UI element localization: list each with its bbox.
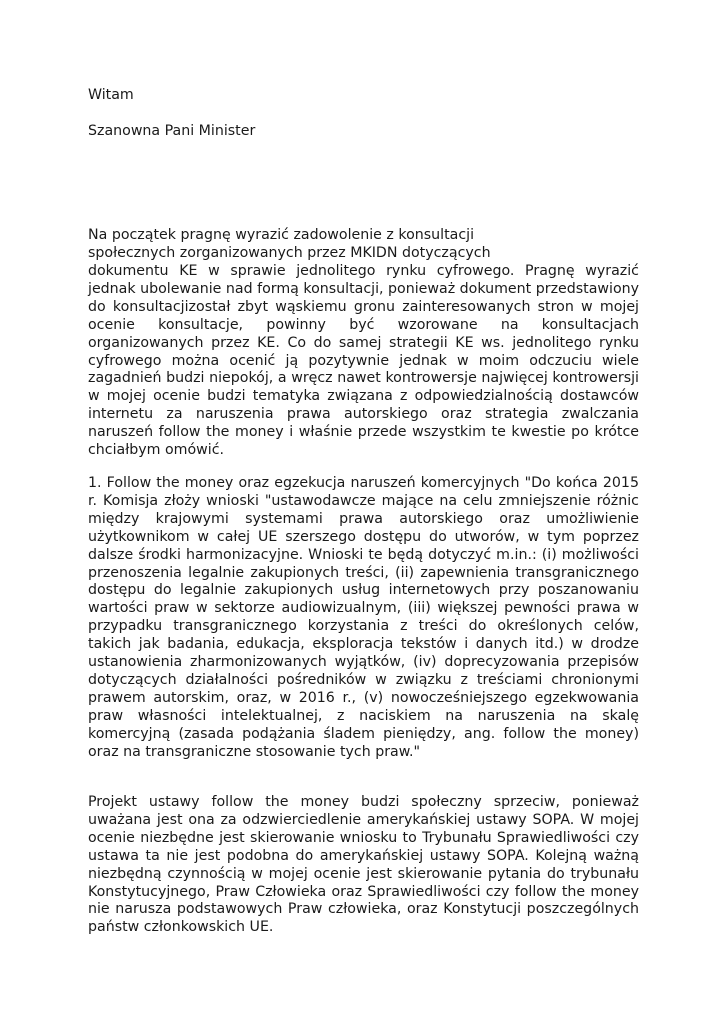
greeting: Witam xyxy=(88,87,134,103)
intro-heading-text: Na początek pragnę wyrazić zadowolenie z konsultacji społecznych zorganizowanych przez MKIDN dotyczących xyxy=(88,227,491,261)
paragraph-follow-the-money: 1. Follow the money oraz egzekucja naruszeń komercyjnych "Do końca 2015 r. Komisja złoży wnioski "ustawodawcze mające na celu zmniejszenie różnic między krajowymi systemami prawa autorskiego oraz umożliwienie użytkownikom w całej UE szerszego dostępu do utworów, w tym poprzez dalsze środki harmonizacyjne. Wnioski te będą dotyczyć m.in.: (i) możliwości przenoszenia legalnie zakupionych treści, (ii) zapewnienia transgranicznego dostępu do legalnie zakupionych usług internetowych przy poszanowaniu wartości praw w sektorze audiowizualnym, (iii) większej pewności prawa w przypadku transgranicznego korzystania z treści do określonych celów, takich jak badania, edukacja, eksploracja tekstów i danych itd.) w drodze ustanowienia zharmonizowanych wyjątków, (iv) doprecyzowania przepisów dotyczących działalności pośredników w związku z treściami chronionymi prawem autorskim, oraz, w 2016 r., (v) nowocześniejszego egzekwowania praw własności intelektualnej, z naciskiem na naruszenia na skalę komercyjną (zasada podążania śladem pieniędzy, ang. follow the money) oraz na transgraniczne stosowanie tych praw." xyxy=(88,475,639,760)
paragraph-intro: dokumentu KE w sprawie jednolitego rynku cyfrowego. Pragnę wyrazić jednak ubolewanie nad formą konsultacji, ponieważ dokument przedstawiony do konsultacjizostał zbyt wąskiemu gronu zainteresowanych stron w mojej ocenie konsultacje, powinny być wzorowane na konsultacjach organizowanych przez KE. Co do samej strategii KE ws. jednolitego rynku cyfrowego można ocenić ją pozytywnie jednak w moim odczuciu wiele zagadnień budzi niepokój, a wręcz nawet kontrowersje najwięcej kontrowersji w mojej ocenie budzi tematyka związana z odpowiedzialnością dostawców internetu za naruszenia prawa autorskiego oraz strategia zwalczania naruszeń follow the money i właśnie przede wszystkim te kwestie po krótce chciałbym omówić. xyxy=(88,263,640,459)
salutation: Szanowna Pani Minister xyxy=(88,123,256,139)
paragraph-sopa: Projekt ustawy follow the money budzi społeczny sprzeciw, ponieważ uważana jest ona za odzwierciedlenie amerykańskiej ustawy SOPA. W mojej ocenie niezbędne jest skierowanie wniosku to Trybunału Sprawiedliwości czy ustawa ta nie jest podobna do amerykańskiej ustawy SOPA. Kolejną ważną niezbędną czynnością w mojej ocenie jest skierowanie pytania do trybunału Konstytucyjnego, Praw Człowieka oraz Sprawiedliwości czy follow the money nie narusza podstawowych Praw człowieka, oraz Konstytucji poszczególnych państw członkowskich UE. xyxy=(88,794,639,936)
